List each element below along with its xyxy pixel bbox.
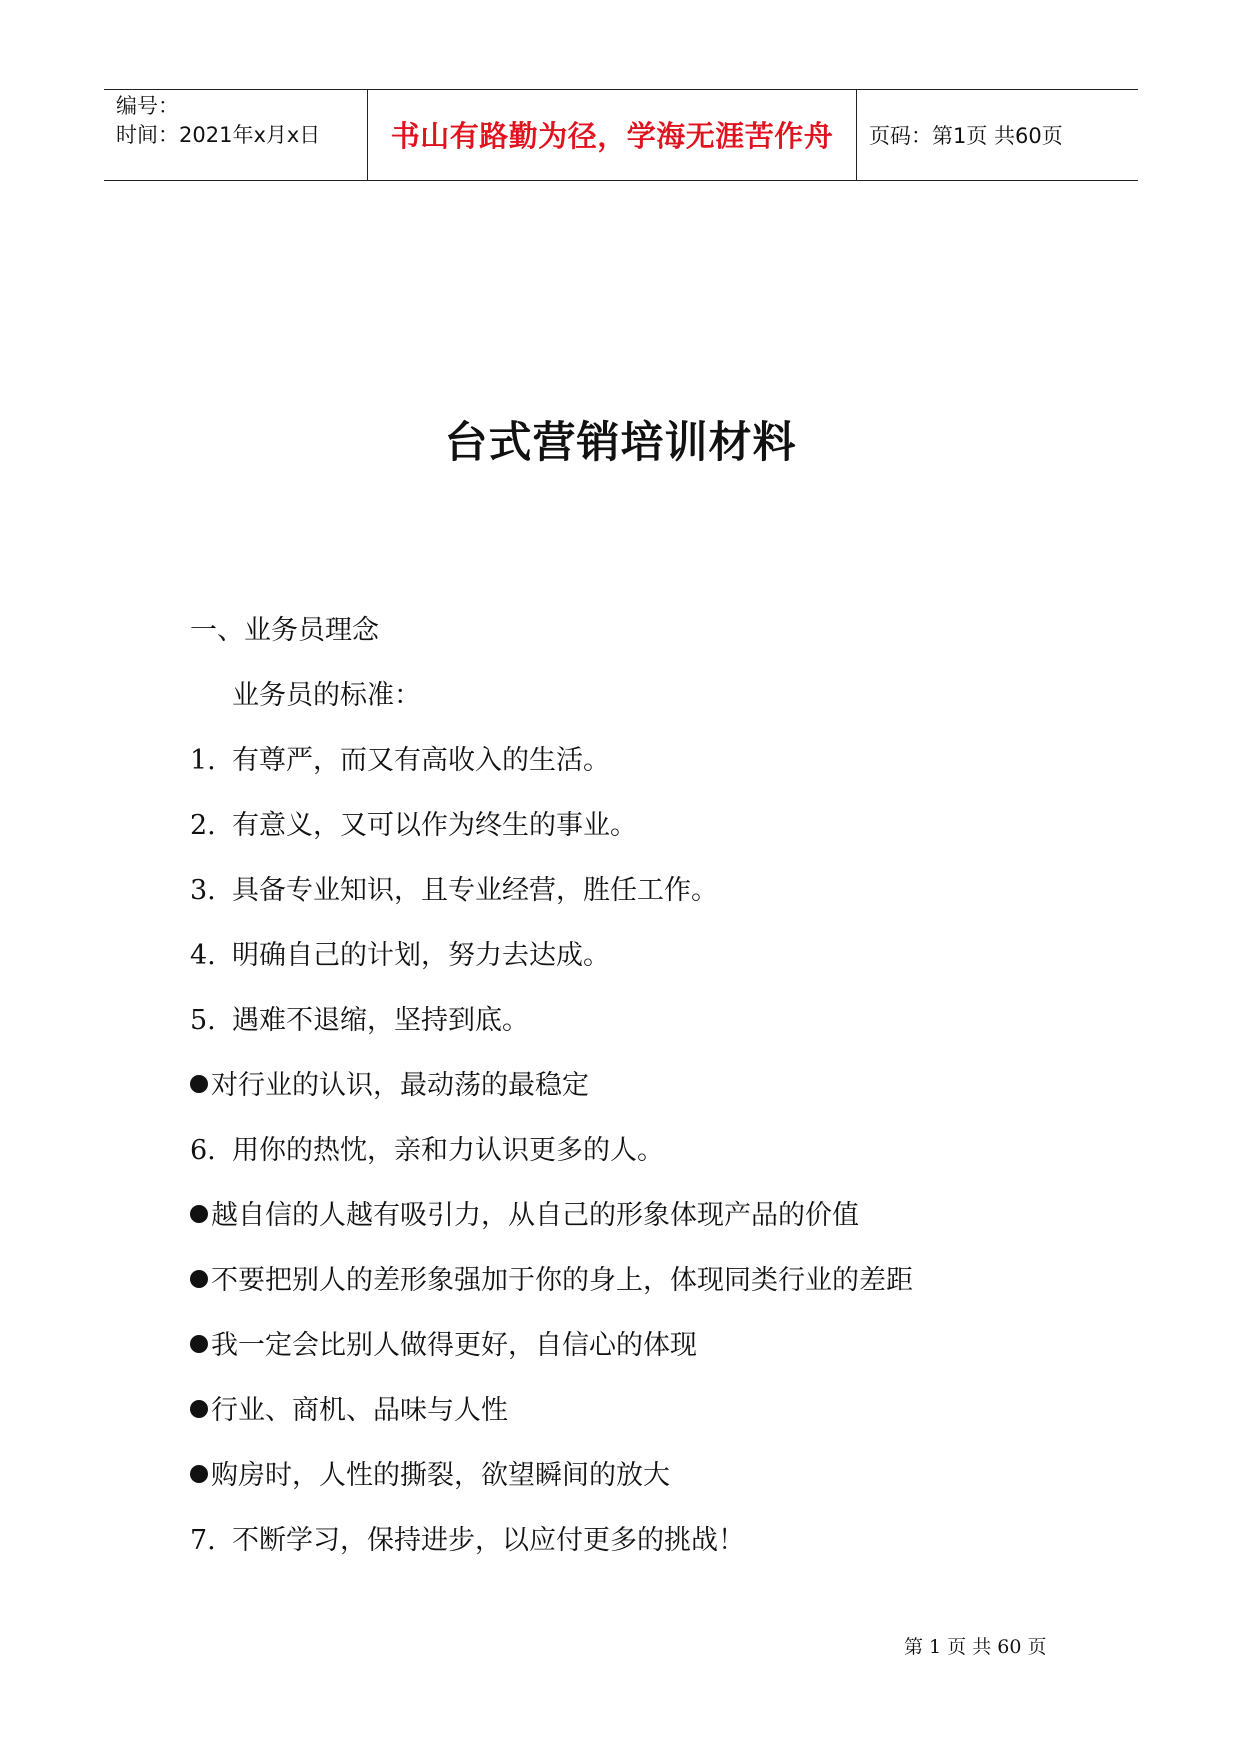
page-footer: 第 1 页 共 60 页 [904,1636,1047,1658]
list-item [190,809,637,843]
section-heading: 一、业务员理念 [190,615,379,646]
bullet-item [190,1199,859,1233]
bullet-icon [190,1335,208,1353]
bullet-icon [190,1205,208,1223]
bullet-icon [190,1465,208,1483]
item-text: 不要把别人的差形象强加于你的身上，体现同类行业的差距 [211,1265,913,1296]
item-number: 6. [190,1135,216,1166]
bullet-icon [190,1270,208,1288]
item-text: 购房时，人性的撕裂，欲望瞬间的放大 [211,1460,670,1491]
item-number: 7. [190,1525,216,1556]
item-text: 具备专业知识，且专业经营，胜任工作。 [232,875,718,906]
item-text: 行业、商机、品味与人性 [211,1395,508,1426]
bullet-item [190,1394,508,1428]
header-divider [367,90,368,180]
item-text: 有意义，又可以作为终生的事业。 [232,810,637,841]
header-page-info: 页码：第1页 共60页 [869,123,1063,148]
serial-label: 编号： [116,94,179,118]
item-text: 我一定会比别人做得更好，自信心的体现 [211,1330,697,1361]
list-item [190,1134,664,1168]
item-text: 遇难不退缩，坚持到底。 [232,1005,529,1036]
list-item [190,1004,529,1038]
item-text: 越自信的人越有吸引力，从自己的形象体现产品的价值 [211,1200,859,1231]
list-item [190,1524,745,1558]
item-number: 1. [190,745,216,776]
page-header [104,89,1138,181]
list-item [190,939,610,973]
item-text: 用你的热忱，亲和力认识更多的人。 [232,1135,664,1166]
item-text: 不断学习，保持进步，以应付更多的挑战！ [232,1525,745,1556]
bullet-item [190,1329,697,1363]
item-text: 对行业的认识，最动荡的最稳定 [211,1070,589,1101]
item-number: 4. [190,940,216,971]
item-text: 有尊严，而又有高收入的生活。 [232,745,610,776]
item-number: 2. [190,810,216,841]
item-text: 明确自己的计划，努力去达成。 [232,940,610,971]
item-number: 3. [190,875,216,906]
bullet-item [190,1459,670,1493]
bullet-icon [190,1400,208,1418]
list-item [190,874,718,908]
time-line: 时间：2021年x月x日 [116,123,321,147]
bullet-item [190,1264,913,1298]
document-title: 台式营销培训材料 [444,418,797,468]
header-motto: 书山有路勤为径，学海无涯苦作舟 [390,119,834,153]
header-divider [856,90,857,180]
subheading: 业务员的标准： [232,680,421,711]
bullet-item [190,1069,589,1103]
list-item [190,744,610,778]
item-number: 5. [190,1005,216,1036]
bullet-icon [190,1075,208,1093]
header-meta [116,92,366,150]
